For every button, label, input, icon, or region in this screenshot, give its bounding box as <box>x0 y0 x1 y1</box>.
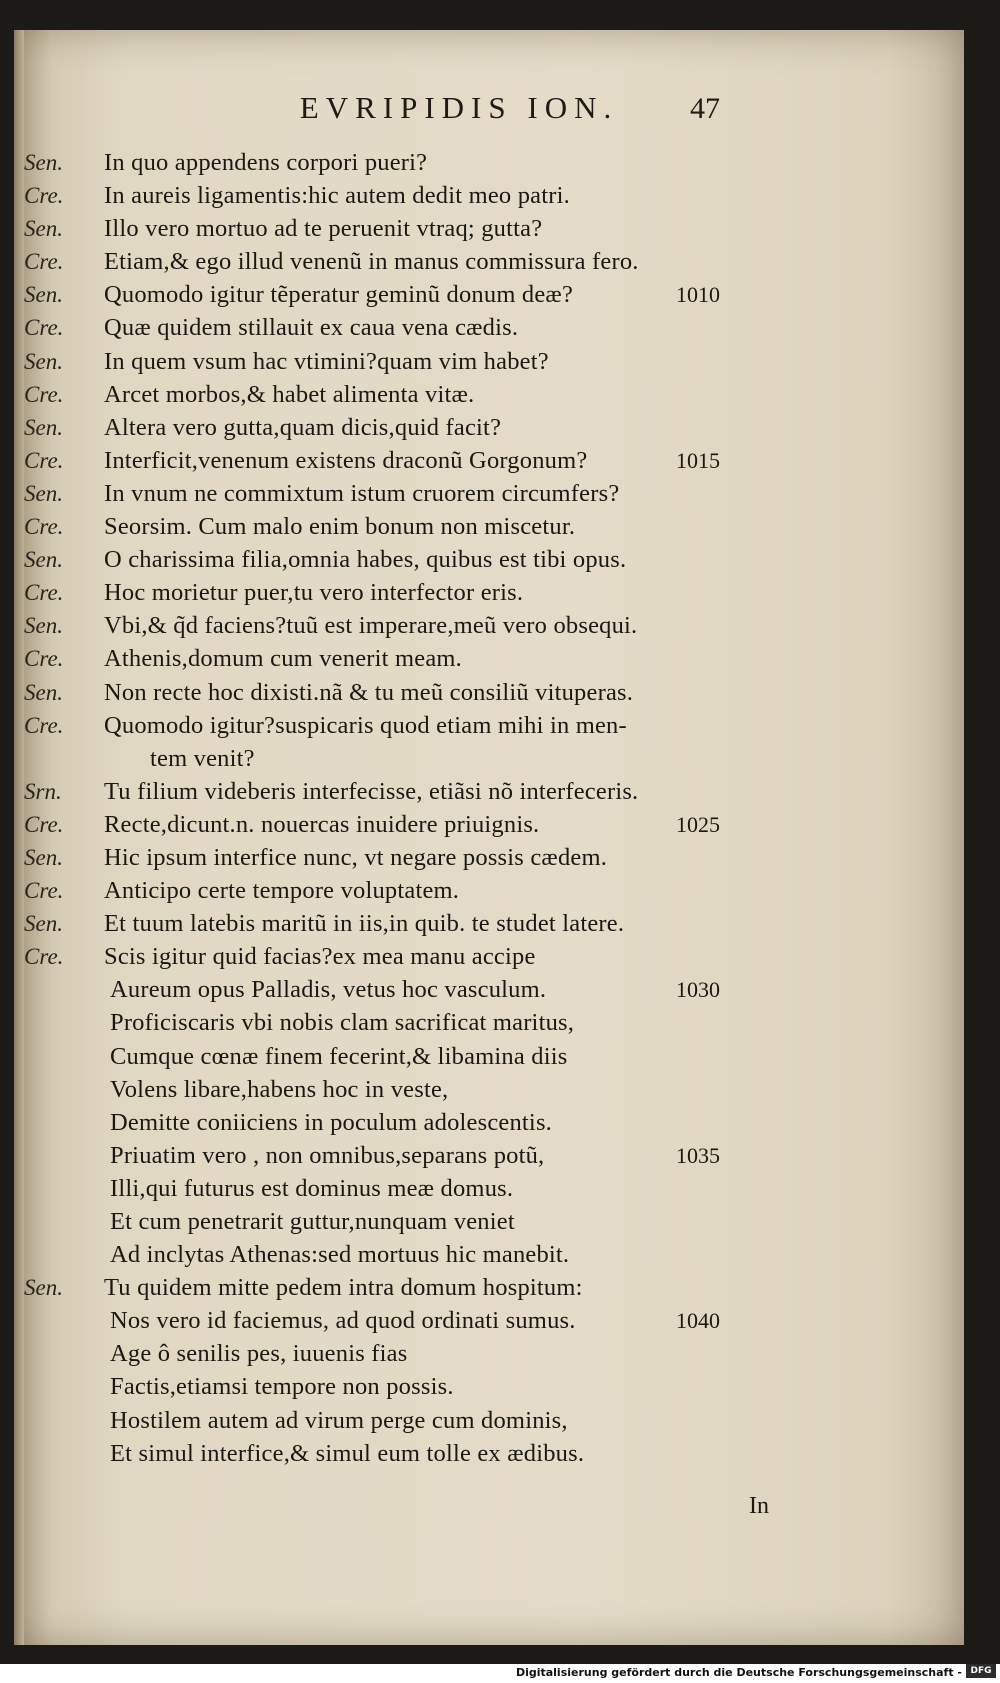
speaker-label: Cre. <box>24 712 64 738</box>
catchword: In <box>749 1493 769 1519</box>
text-line <box>20 146 780 179</box>
text-line <box>20 212 780 245</box>
line-text: Arcet morbos,& habet alimenta vitæ. <box>104 380 475 408</box>
line-text: Et simul interfice,& simul eum tolle ex ædibus. <box>110 1439 585 1467</box>
speaker-label: Cre. <box>24 447 64 473</box>
line-text: Demitte coniiciens in poculum adolescentis. <box>110 1108 553 1136</box>
text-line <box>20 510 780 543</box>
line-text: Age ô senilis pes, iuuenis fias <box>110 1340 408 1368</box>
line-text: Nos vero id faciemus, ad quod ordinati sumus. <box>110 1307 576 1335</box>
speaker-label: Sen. <box>24 414 63 440</box>
speaker-label: Cre. <box>24 514 64 540</box>
line-text: Etiam,& ego illud venenũ in manus commissura fero. <box>104 248 639 276</box>
speaker-label: Srn. <box>24 778 62 804</box>
line-text: Recte,dicunt.n. nouercas inuidere priuignis. <box>104 810 540 838</box>
line-text: Altera vero gutta,quam dicis,quid facit? <box>104 413 502 441</box>
text-line <box>20 775 780 808</box>
dialogue-text-block <box>20 146 780 1470</box>
text-line <box>20 940 780 973</box>
text-line <box>20 1073 780 1106</box>
line-text: Athenis,domum cum venerit meam. <box>104 645 462 673</box>
line-text: O charissima filia,omnia habes, quibus est tibi opus. <box>104 546 627 574</box>
speaker-label: Cre. <box>24 580 64 606</box>
text-line <box>20 609 780 642</box>
speaker-label: Sen. <box>24 150 63 175</box>
line-text: In quem vsum hac vtimini?quam vim habet? <box>104 347 549 375</box>
text-line <box>20 676 780 709</box>
line-text: In quo appendens corpori pueri? <box>104 149 428 176</box>
text-line <box>20 874 780 907</box>
line-text: Quomodo igitur tẽperatur geminũ donum deæ? <box>104 281 574 309</box>
text-line <box>20 1437 780 1470</box>
text-line <box>20 1006 780 1039</box>
text-line <box>20 1404 780 1437</box>
line-text: Quomodo igitur?suspicaris quod etiam mihi in men- <box>104 711 627 739</box>
line-text: Anticipo certe tempore voluptatem. <box>104 877 460 905</box>
speaker-label: Sen. <box>24 679 63 705</box>
text-line <box>20 245 780 278</box>
speaker-label: Cre. <box>24 646 64 672</box>
line-text: Volens libare,habens hoc in veste, <box>110 1075 449 1103</box>
line-text: Priuatim vero , non omnibus,separans potũ, <box>110 1141 545 1169</box>
text-line <box>20 742 780 775</box>
text-line <box>20 1337 780 1370</box>
text-line <box>20 1172 780 1205</box>
speaker-label: Cre. <box>24 944 64 970</box>
line-text: Et tuum latebis maritũ in iis,in quib. te studet latere. <box>104 910 625 938</box>
text-line <box>20 444 780 477</box>
speaker-label: Sen. <box>24 844 63 870</box>
speaker-label: Cre. <box>24 811 64 837</box>
text-line <box>20 907 780 940</box>
line-text: In vnum ne commixtum istum cruorem circumfers? <box>104 479 620 507</box>
speaker-label: Sen. <box>24 216 63 242</box>
speaker-label: Sen. <box>24 911 63 937</box>
line-number: 1015 <box>676 447 720 473</box>
speaker-label: Sen. <box>24 613 63 639</box>
text-line <box>20 642 780 675</box>
text-line <box>20 973 780 1006</box>
line-text: Illi,qui futurus est dominus meæ domus. <box>110 1174 514 1202</box>
digitization-credit: Digitalisierung gefördert durch die Deutsche Forschungsgemeinschaft - <box>515 1666 962 1679</box>
running-head: EVRIPIDIS ION. <box>299 90 619 125</box>
speaker-label: Sen. <box>24 282 63 308</box>
dfg-logo-icon: DFG <box>966 1664 996 1678</box>
line-text: Scis igitur quid facias?ex mea manu accipe <box>104 943 536 971</box>
line-number: 1035 <box>676 1142 720 1168</box>
line-text: Et cum penetrarit guttur,nunquam veniet <box>110 1208 515 1235</box>
line-text: Hoc morietur puer,tu vero interfector eris. <box>104 579 524 607</box>
text-line <box>20 179 780 212</box>
text-line <box>20 378 780 411</box>
text-line <box>20 278 780 311</box>
speaker-label: Sen. <box>24 547 63 573</box>
line-text: Interficit,venenum existens draconũ Gorgonum? <box>104 446 588 474</box>
line-text: Ad inclytas Athenas:sed mortuus hic manebit. <box>110 1241 570 1269</box>
text-line <box>20 411 780 444</box>
line-text: Non recte hoc dixisti.nã & tu meũ consiliũ vituperas. <box>104 678 634 706</box>
text-line <box>20 1304 780 1337</box>
line-text: Tu filium videberis interfecisse, etiãsi nõ interfeceris. <box>104 777 639 805</box>
text-line <box>20 1139 780 1172</box>
line-text: Tu quidem mitte pedem intra domum hospitum: <box>104 1274 583 1302</box>
text-line <box>20 1205 780 1238</box>
line-number: 1010 <box>676 282 720 308</box>
line-text: Vbi,& q̃d faciens?tuũ est imperare,meũ vero obsequi. <box>104 612 638 640</box>
line-text: Factis,etiamsi tempore non possis. <box>110 1373 454 1401</box>
line-text: Seorsim. Cum malo enim bonum non miscetur. <box>104 513 576 541</box>
text-line <box>20 576 780 609</box>
text-line <box>20 477 780 510</box>
text-line <box>20 1040 780 1073</box>
text-line <box>20 808 780 841</box>
text-line <box>20 841 780 874</box>
text-line <box>20 1238 780 1271</box>
line-text: Hic ipsum interfice nunc, vt negare possis cædem. <box>104 843 608 871</box>
line-text: Cumque cœnæ finem fecerint,& libamina diis <box>110 1042 568 1070</box>
book-page <box>14 30 964 1645</box>
line-number: 1025 <box>676 811 720 837</box>
line-text: tem venit? <box>150 744 255 772</box>
line-number: 1030 <box>676 977 720 1003</box>
line-text: Aureum opus Palladis, vetus hoc vasculum. <box>110 976 547 1004</box>
speaker-label: Sen. <box>24 348 63 374</box>
text-line <box>20 1370 780 1403</box>
speaker-label: Cre. <box>24 183 64 209</box>
text-line <box>20 1106 780 1139</box>
line-number: 1040 <box>676 1308 720 1334</box>
speaker-label: Sen. <box>24 480 63 506</box>
text-line <box>20 543 780 576</box>
line-text: Quæ quidem stillauit ex caua vena cædis. <box>104 314 519 342</box>
speaker-label: Cre. <box>24 249 64 275</box>
text-line <box>20 709 780 742</box>
line-text: Proficiscaris vbi nobis clam sacrificat maritus, <box>110 1009 575 1037</box>
speaker-label: Cre. <box>24 315 64 341</box>
page-number: 47 <box>690 92 720 125</box>
line-text: Illo vero mortuo ad te peruenit vtraq; gutta? <box>104 215 543 243</box>
line-text: In aureis ligamentis:hic autem dedit meo patri. <box>104 182 570 210</box>
text-line <box>20 1271 780 1304</box>
text-line <box>20 345 780 378</box>
speaker-label: Cre. <box>24 878 64 904</box>
speaker-label: Cre. <box>24 381 64 407</box>
text-line <box>20 311 780 344</box>
line-text: Hostilem autem ad virum perge cum dominis, <box>110 1406 568 1434</box>
speaker-label: Sen. <box>24 1275 63 1301</box>
